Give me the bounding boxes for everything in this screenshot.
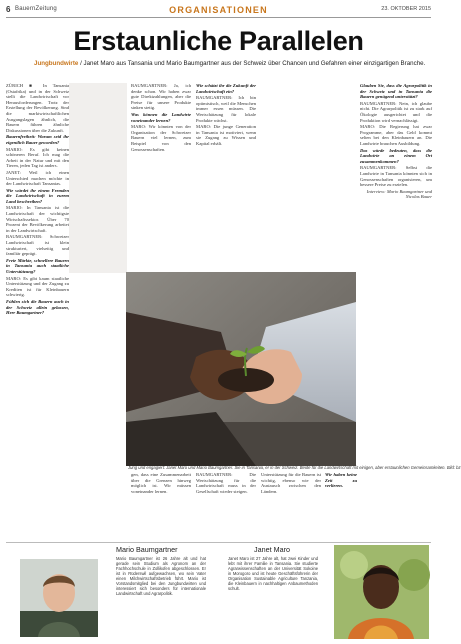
paragraph: MARO: Die Regierung hat zwar Programme, aber das Geld kommt selten bei den Kleinbauern an. Die Landwirte brauchen Ausbildung. bbox=[360, 124, 432, 146]
profile-text: Janet Maro ist 27 Jahre alt, hat zwei Kinder und lebt mit ihrer Familie in Tansania. Sie studierte Agrarwissenschaften an der Universität Sokoine in Morogoro und ist heute Geschäftsführerin der Organisation Sustainable Agriculture Tanzania, die Kleinbauern in nachhaltigen Anbaumethoden schult. bbox=[228, 556, 318, 591]
article-photo bbox=[126, 272, 356, 466]
paragraph: BAUMGARTNER: Selbst die Landwirte in Tansania könnten sich in Genossenschaften organisieren, um bessere Preise zu erzielen. bbox=[360, 165, 432, 188]
paragraph: BAUMGARTNER: Ja, ich denke schon. Wir haben zwar gute Direktzahlungen, aber die Preise für unsere Produkte sinken stetig. bbox=[131, 83, 191, 111]
paragraph: MARIO: In Tansania ist die Landwirtschaft der wichtigste Wirtschaftssektor. Über 70 Prozent der Bevölkerung arbeitet in der Landwirtschaft. bbox=[6, 205, 69, 233]
profile-text: Mario Baumgartner ist 26 Jahre alt und hat gerade sein Studium als Agronom an der Fachhochschule in Zollikofen abgeschlossen. Er ist in Rüderswil aufgewachsen, wo sein Vater einen Milchwirtschaftsbetrieb führt. Mario ist Vorstandsmitglied bei den Jungbundwirten und interessiert sich besonders für internationale Landwirtschaft und Agrarpolitik. bbox=[116, 556, 206, 596]
paragraph: MARO: Es gibt kaum staatliche Unterstützung und der Zugang zu Krediten ist für Kleinbauern schwierig. bbox=[6, 275, 69, 298]
question: Wie würdet ihr einem Fremden die Landwirtschaft in eurem Land beschreiben? bbox=[6, 187, 69, 204]
paragraph: ZÜRICH ■ In Tansania (Ostafrika) und in der Schweiz stellt die Landwirtschaft vor Herausforderungen. Trotz der Erstellung der Bevölkerung. Sind die marktwirtschaftlichen Ausgangslagen ähnlich, die Bauern führen ähnliche Diskussionen über die Zukunft. bbox=[6, 83, 69, 133]
photo-credit: Bild: bz bbox=[446, 465, 461, 470]
byline: Interview: Mario Baumgartner und Nicolas Bauer bbox=[366, 188, 432, 200]
caption-text: Jung und engagiert: Janet Maro und Mario Baumgartner. Sie in Tansania, er in der Schweiz. Beide für die Landwirtschaft mit einigen, aber erstaunlichen Gemeinsamkeiten. bbox=[128, 465, 446, 470]
profile-box-janet bbox=[224, 545, 429, 639]
paragraph: BAUMGARTNER: Ich bin optimistisch, weil die Menschen immer essen müssen. Die Wertschätzung für lokale Produkte wächst. bbox=[196, 95, 256, 123]
article-column-1 bbox=[6, 83, 69, 525]
question: Wie schätzt ihr die Zukunft der Landwirtschaft ein? bbox=[196, 83, 256, 94]
column-spacer bbox=[69, 83, 127, 273]
paragraph: BAUMGARTNER: Die Wertschätzung für die Landwirtschaft muss in der Gesellschaft wieder steigen. bbox=[196, 472, 256, 494]
paragraph: Wir haben keine Zeit zu verlieren. bbox=[325, 472, 357, 489]
hands-photo-illustration bbox=[126, 272, 356, 466]
article-lead bbox=[34, 60, 429, 67]
article-column-3 bbox=[196, 83, 256, 273]
article-column-lower-3 bbox=[261, 472, 321, 540]
article-column-2 bbox=[131, 83, 191, 273]
question: Das würde bedeuten, dass die Landwirte an einem Ort zusammenkommen? bbox=[360, 147, 432, 164]
section-title: ORGANISATIONEN bbox=[169, 5, 268, 15]
article-column-lower-1 bbox=[131, 472, 191, 540]
page-number: 6 bbox=[6, 5, 11, 14]
question: Freie Märkte, schnellere Bauern in Tansania auch staatliche Unterstützung? bbox=[6, 257, 69, 274]
portrait-janet bbox=[334, 545, 429, 639]
paragraph: MARO: Die junge Generation in Tansania ist motiviert, wenn sie Zugang zu Wissen und Kapital erhält. bbox=[196, 124, 256, 146]
question: Glauben Sie, dass die Agrarpolitik in der Schweiz und in Tansania die Bauern genügend unterstützt? bbox=[360, 83, 432, 100]
page-header bbox=[6, 5, 431, 17]
paragraph: JANET: Weil ich einen Unterschied machen möchte in der Landwirtschaft Tansanias. bbox=[6, 169, 69, 187]
portrait-mario bbox=[20, 559, 98, 637]
question: Was können die Landwirte voneinander lernen? bbox=[131, 111, 191, 123]
lead-text: / Janet Maro aus Tansania und Mario Baumgartner aus der Schweiz über Chancen und Gefahren einer einzigartigen Branche. bbox=[80, 60, 426, 67]
profile-box-mario bbox=[6, 545, 211, 639]
article-title: Erstaunliche Parallelen bbox=[73, 26, 364, 56]
question: Bauernfreiheit: Warum seid ihr eigentlich Bauer geworden? bbox=[6, 134, 69, 145]
paragraph: BAUMGARTNER: Nein, ich glaube nicht. Die Agrarpolitik ist zu stark auf Ökologie ausgerichtet und die Produktion wird vernachlässigt. bbox=[360, 100, 432, 123]
paragraph: BAUMGARTNER: Schweizer Landwirtschaft ist klein strukturiert, vielseitig und familiär geprägt. bbox=[6, 234, 69, 257]
article-column-lower-2 bbox=[196, 472, 256, 540]
profile-name: Mario Baumgartner bbox=[116, 545, 178, 554]
photo-caption bbox=[128, 465, 461, 470]
paper-name: BauernZeitung bbox=[15, 6, 57, 12]
issue-date: 23. OKTOBER 2015 bbox=[381, 6, 431, 12]
question: Fühlen sich die Bauern auch in der Schweiz allein gelassen, Herr Baumgartner? bbox=[6, 298, 69, 316]
profiles-divider bbox=[6, 542, 431, 543]
paragraph: MARO: Wir könnten von der Organisation der Schweizer Bauern viel lernen, zum Beispiel von den Genossenschaften. bbox=[131, 124, 191, 152]
header-divider bbox=[6, 17, 431, 18]
article-kicker: Jungbundwirte bbox=[34, 60, 79, 67]
paragraph: MARIO: Es gibt keinen schöneren Beruf. Ich mag die Arbeit in der Natur und mit den Tieren, jeden Tag ist anders. bbox=[6, 146, 69, 169]
profile-name: Janet Maro bbox=[254, 545, 290, 554]
paragraph: Unterstützung für die Bauern ist wichtig, ebenso wie der Austausch zwischen den Ländern. bbox=[261, 472, 321, 494]
article-column-lower-4 bbox=[325, 472, 357, 540]
paragraph: gen, dass eine Zusammenarbeit über die Grenzen hinweg möglich ist. Wir müssen voneinander lernen. bbox=[131, 472, 191, 494]
